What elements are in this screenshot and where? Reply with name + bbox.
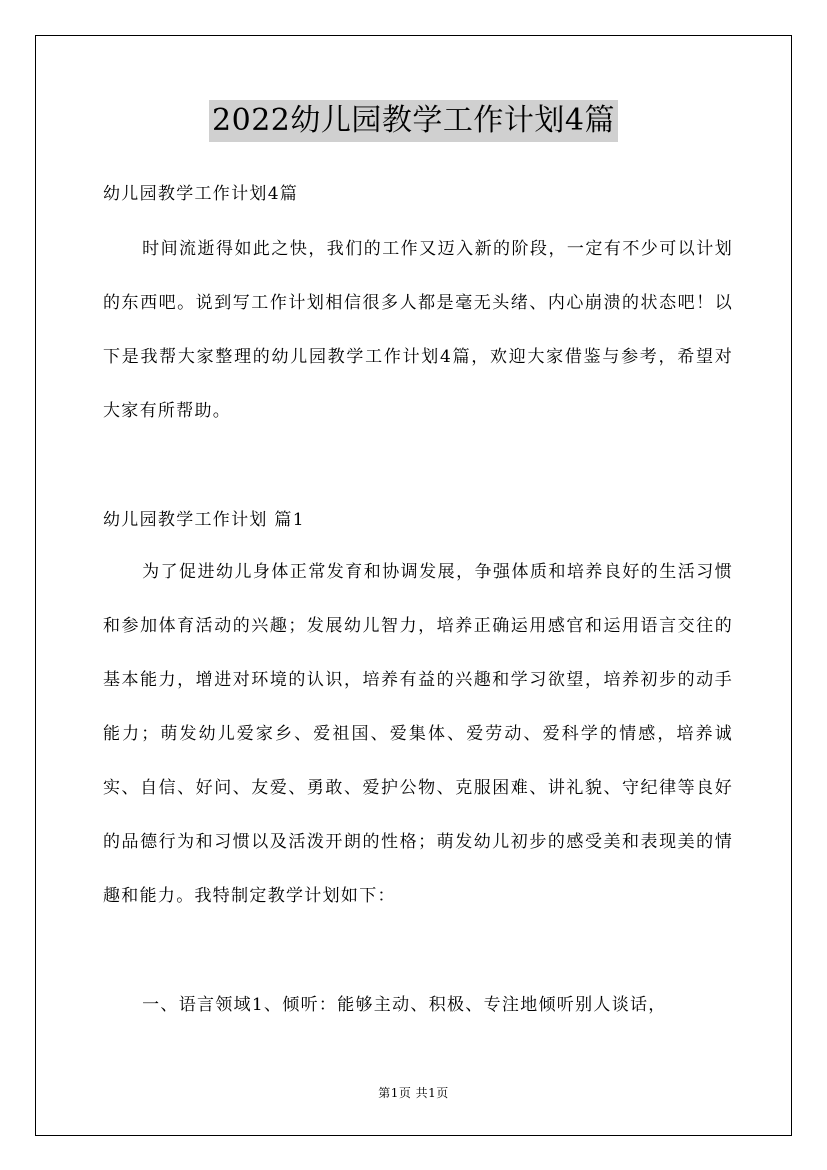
document-title: 2022幼儿园教学工作计划4篇 <box>209 100 618 142</box>
section-heading: 幼儿园教学工作计划 篇1 <box>103 510 305 530</box>
section-paragraph: 为了促进幼儿身体正常发育和协调发展，争强体质和培养良好的生活习惯和参加体育活动的兴趣；发展幼儿智力，培养正确运用感官和运用语言交往的基本能力，增进对环境的认识，培养有益的兴趣和学习欲望，培养初步的动手能力；萌发幼儿爱家乡、爱祖国、爱集体、爱劳动、爱科学的情感，培养诚实、自信、好问、友爱、勇敢、爱护公物、克服困难、讲礼貌、守纪律等良好的品德行为和习惯以及活泼开朗的性格；萌发幼儿初步的感受美和表现美的情趣和能力。我特制定教学计划如下： <box>103 562 733 906</box>
title-container <box>0 100 827 142</box>
intro-paragraph: 时间流逝得如此之快，我们的工作又迈入新的阶段，一定有不少可以计划的东西吧。说到写工作计划相信很多人都是毫无头绪、内心崩溃的状态吧！以下是我帮大家整理的幼儿园教学工作计划4篇，欢迎大家借鉴与参考，希望对大家有所帮助。 <box>103 239 733 421</box>
language-domain-paragraph: 一、语言领域1、倾听：能够主动、积极、专注地倾听别人谈话， <box>142 995 667 1015</box>
page-footer: 第1页 共1页 <box>378 1086 449 1100</box>
intro-heading: 幼儿园教学工作计划4篇 <box>103 184 299 204</box>
